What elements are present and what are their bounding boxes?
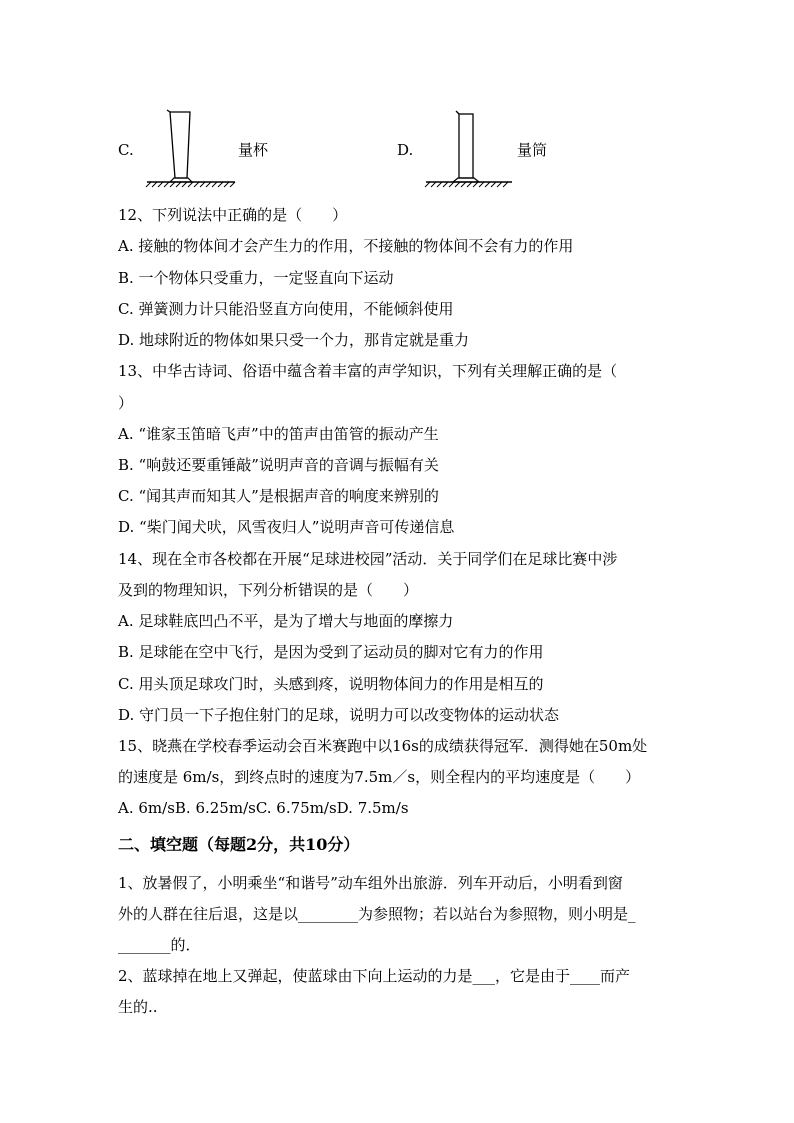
fill-question-1-end: _______的． (118, 936, 201, 954)
question-14-option-d: D. 守门员一下子抱住射门的足球，说明力可以改变物体的运动状态 (118, 706, 560, 724)
fill-question-1-cont: 外的人群在往后退，这是以________为参照物；若以站台为参照物，则小明是_ (118, 905, 636, 923)
question-13-stem: 13、中华古诗词、俗语中蕴含着丰富的声学知识，下列有关理解正确的是（ (118, 362, 618, 380)
question-15-options: A. 6m/sB. 6.25m/sC. 6.75m/sD. 7.5m/s (118, 799, 409, 817)
graduated-cylinder-label: 量筒 (517, 141, 548, 159)
question-12-option-c: C. 弹簧测力计只能沿竖直方向使用，不能倾斜使用 (118, 300, 454, 318)
measuring-cup-figure (145, 110, 240, 188)
question-13-option-b: B. “响鼓还要重锤敲”说明声音的音调与振幅有关 (118, 456, 439, 474)
question-12-option-b: B. 一个物体只受重力，一定竖直向下运动 (118, 269, 394, 287)
option-c-letter: C. (118, 141, 134, 159)
graduated-cylinder-figure (424, 110, 519, 188)
question-12-option-a: A. 接触的物体间才会产生力的作用，不接触的物体间不会有力的作用 (118, 237, 574, 255)
question-14-option-b: B. 足球能在空中飞行，是因为受到了运动员的脚对它有力的作用 (118, 643, 544, 661)
cylinder-body (459, 114, 473, 178)
fill-question-1: 1、放暑假了，小明乘坐“和谐号”动车组外出旅游．列车开动后，小明看到窗 (118, 874, 623, 892)
table-hatching (146, 182, 235, 187)
question-13-stem-cont: ） (118, 394, 134, 412)
question-14-stem-cont: 及到的物理知识，下列分析错误的是（ ） (118, 581, 419, 599)
question-14-stem: 14、现在全市各校都在开展“足球进校园”活动．关于同学们在足球比赛中涉 (118, 550, 618, 568)
section-title: 二、填空题（每题2分，共10分） (118, 835, 360, 854)
question-12-option-d: D. 地球附近的物体如果只受一个力，那肯定就是重力 (118, 331, 470, 349)
question-13-option-d: D. “柴门闻犬吠，风雪夜归人”说明声音可传递信息 (118, 518, 455, 536)
question-14-option-a: A. 足球鞋底凹凸不平，是为了增大与地面的摩擦力 (118, 612, 454, 630)
question-15-stem: 15、晓燕在学校春季运动会百米赛跑中以16s的成绩获得冠军．测得她在50m处 (118, 737, 648, 755)
table-hatching (425, 182, 508, 187)
question-15-stem-cont: 的速度是 6m/s，到终点时的速度为7.5m／s，则全程内的平均速度是（ ） (118, 768, 641, 786)
fill-question-2-end: 生的.. (118, 998, 158, 1016)
fill-question-2: 2、蓝球掉在地上又弹起，使蓝球由下向上运动的力是___，它是由于____而产 (118, 967, 631, 985)
option-d-letter: D. (397, 141, 414, 159)
measuring-cup-body (170, 112, 190, 178)
question-13-option-a: A. “谁家玉笛暗飞声”中的笛声由笛管的振动产生 (118, 425, 439, 443)
question-14-option-c: C. 用头顶足球攻门时，头感到疼，说明物体间力的作用是相互的 (118, 675, 544, 693)
measuring-cup-label: 量杯 (238, 141, 269, 159)
question-13-option-c: C. “闻其声而知其人”是根据声音的响度来辨别的 (118, 487, 439, 505)
question-12-stem: 12、下列说法中正确的是（ ） (118, 206, 348, 224)
